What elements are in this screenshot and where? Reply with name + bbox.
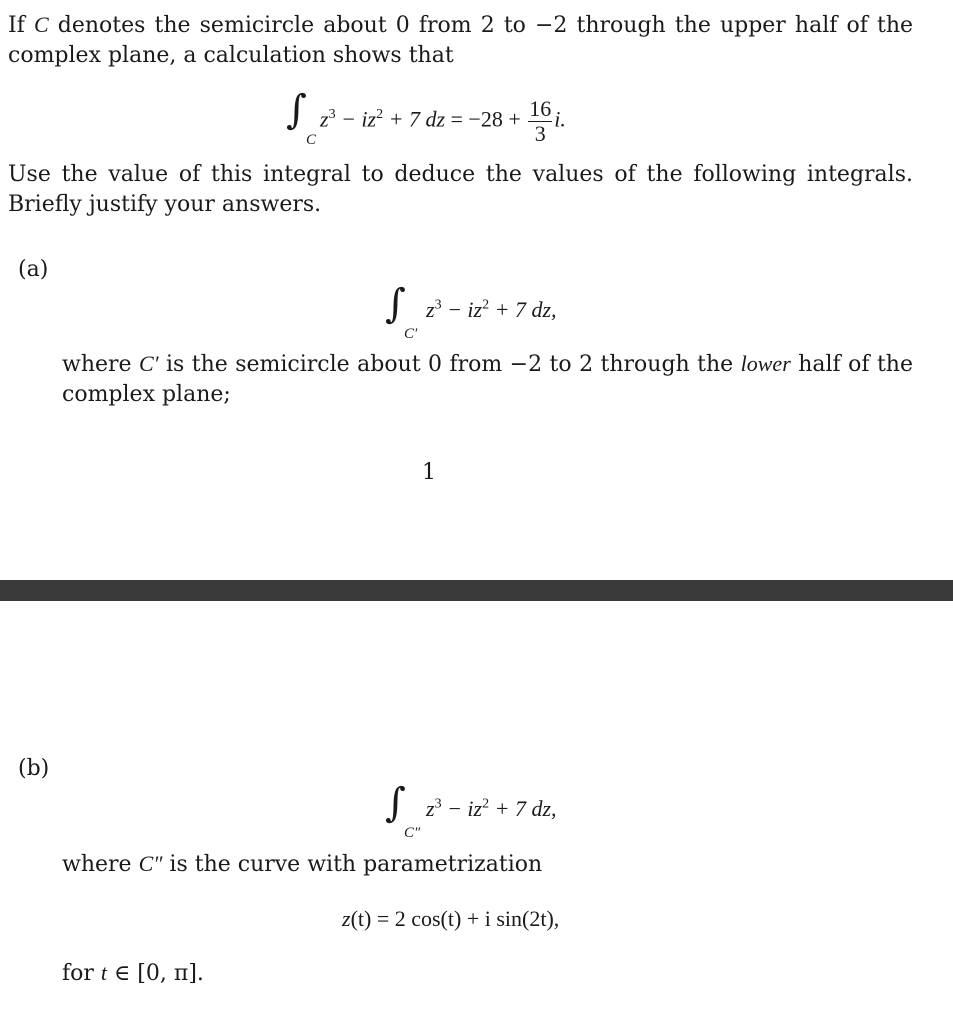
imaginary-unit: i. <box>554 106 566 132</box>
part-a-integrand-z: z <box>426 297 435 322</box>
part-a-curve-symbol: C′ <box>139 351 159 376</box>
part-a-minus-iz: − iz <box>441 297 483 322</box>
part-a-exponent-2: 2 <box>482 297 490 313</box>
intro-text-start: If <box>8 13 25 38</box>
integral-sign: ∫ <box>286 87 307 133</box>
fraction-16-3 <box>528 97 552 146</box>
part-b-label: (b) <box>18 756 50 781</box>
exponent-3: 3 <box>328 107 336 123</box>
part-a-exponent-3: 3 <box>434 297 442 313</box>
part-a-where-text: is the semicircle about 0 from −2 to 2 through the <box>165 352 734 377</box>
part-a-integral-expression <box>426 295 557 325</box>
part-b-where: where <box>62 852 132 877</box>
intro-text-rest: denotes the semicircle about 0 from 2 to −2 through the upper half of the complex plane, a calculation shows that <box>8 13 914 68</box>
integral-subscript: C <box>306 132 317 148</box>
param-expression: (t) = 2 cos(t) + i sin(2t), <box>350 906 560 931</box>
part-b-integral-subscript: C″ <box>404 825 421 841</box>
part-a-description <box>62 349 913 410</box>
part-b-integrand-z: z <box>426 796 435 821</box>
part-b-range <box>62 958 913 989</box>
part-b-integral-sign: ∫ <box>385 780 406 826</box>
part-b-minus-iz: − iz <box>441 796 483 821</box>
part-b-exponent-2: 2 <box>482 796 490 812</box>
range-t: t <box>100 960 108 985</box>
page-number: 1 <box>422 460 436 485</box>
part-a-integral-sign: ∫ <box>385 281 406 327</box>
instructions-paragraph: Use the value of this integral to deduce the values of the following integrals. Briefly justify your answers. <box>8 162 913 217</box>
part-a-where-end: half of the complex plane; <box>62 352 913 407</box>
fraction-numerator: 16 <box>529 96 552 121</box>
part-b-description <box>62 849 913 880</box>
part-b-exponent-3: 3 <box>434 796 442 812</box>
intro-paragraph <box>8 10 913 71</box>
part-b-curve-symbol: C″ <box>138 851 163 876</box>
range-for: for <box>62 961 94 986</box>
part-a-label: (a) <box>18 257 49 282</box>
part-b-plus-7dz: + 7 dz, <box>489 796 557 821</box>
range-interval: ∈ [0, π]. <box>114 961 204 986</box>
part-a-plus-7dz: + 7 dz, <box>489 297 557 322</box>
main-integral-expression <box>320 97 566 146</box>
part-a-where: where <box>62 352 132 377</box>
param-z: z <box>342 906 351 931</box>
fraction-denominator: 3 <box>534 121 546 146</box>
part-b-integral-expression <box>426 794 557 824</box>
exponent-2: 2 <box>376 107 384 123</box>
part-a-lower-emphasis: lower <box>740 351 791 376</box>
integrand-minus-iz: − iz <box>335 106 377 132</box>
page-divider <box>0 580 953 601</box>
integrand-plus-7dz: + 7 dz <box>383 106 446 132</box>
part-a-integral-subscript: C′ <box>404 326 418 342</box>
part-b-where-text: is the curve with parametrization <box>169 852 543 877</box>
integrand-z: z <box>320 106 329 132</box>
intro-curve-symbol: C <box>33 12 49 37</box>
part-b-parametrization <box>342 904 559 934</box>
equals-value: = −28 + <box>445 106 527 132</box>
